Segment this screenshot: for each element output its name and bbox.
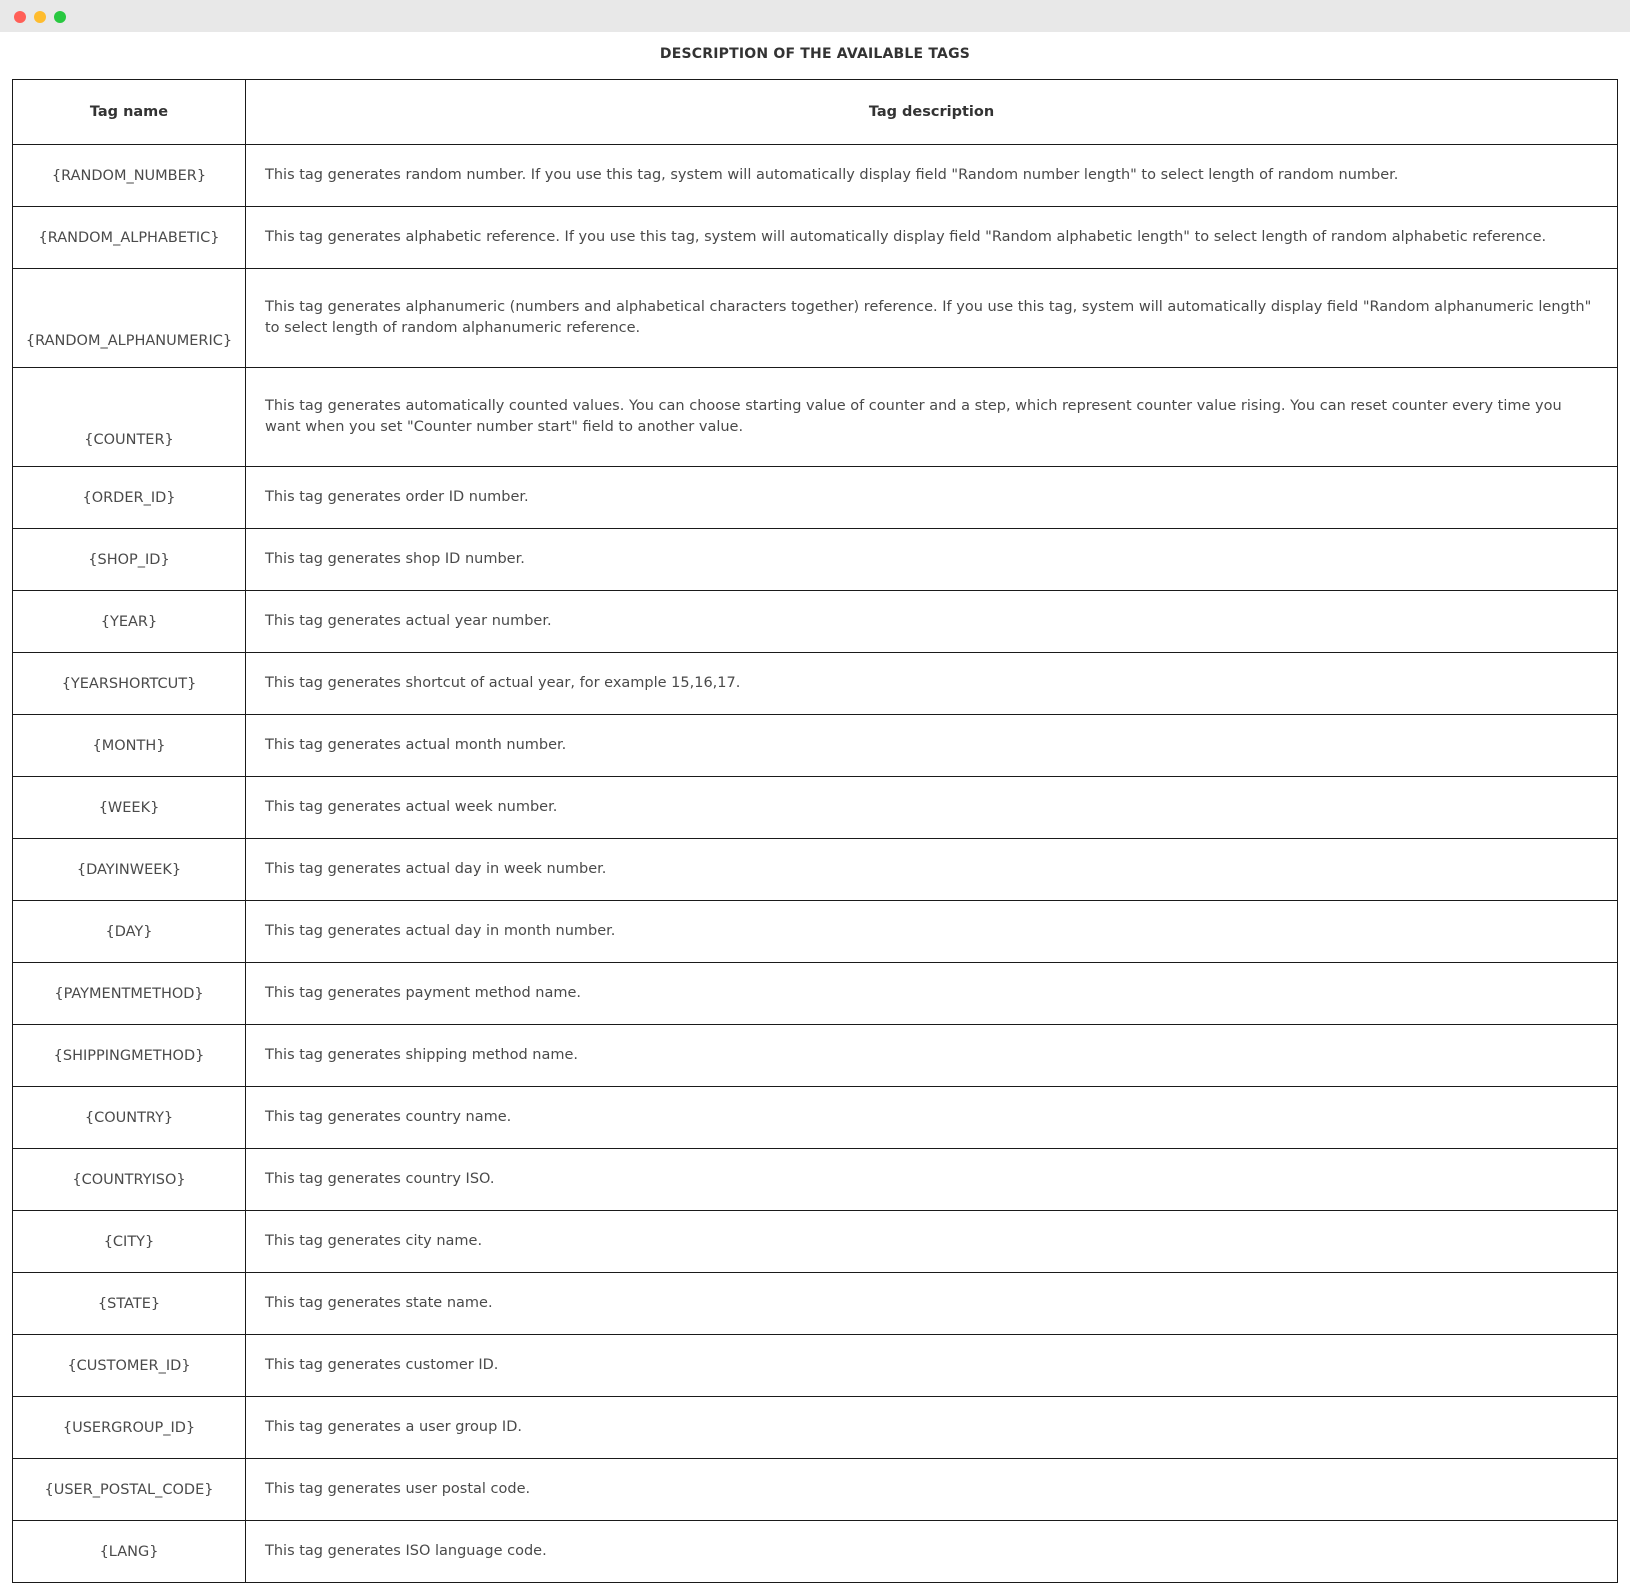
close-window-button[interactable] — [14, 11, 26, 23]
tags-table — [12, 79, 1618, 1583]
column-header-tag-name: Tag name — [13, 80, 246, 145]
page-title: DESCRIPTION OF THE AVAILABLE TAGS — [659, 46, 971, 62]
window-titlebar — [0, 0, 1630, 32]
tag-description-cell: This tag generates alphanumeric (numbers and alphabetical characters together) reference. If you use this tag, system will automatically display field "Random alphanumeric length" to select length of random alphanumeric reference. — [246, 269, 1618, 368]
tag-name-cell: {COUNTRYISO} — [13, 1149, 246, 1211]
table-row — [13, 368, 1618, 467]
table-row — [13, 1397, 1618, 1459]
tag-name-cell: {CUSTOMER_ID} — [13, 1335, 246, 1397]
tag-description-cell: This tag generates actual year number. — [246, 591, 1618, 653]
table-row — [13, 1335, 1618, 1397]
table-row — [13, 1459, 1618, 1521]
table-row — [13, 269, 1618, 368]
tag-name-cell: {USERGROUP_ID} — [13, 1397, 246, 1459]
table-row — [13, 715, 1618, 777]
tag-description-cell: This tag generates country ISO. — [246, 1149, 1618, 1211]
tag-name-cell: {YEARSHORTCUT} — [13, 653, 246, 715]
table-row — [13, 777, 1618, 839]
tag-name-cell: {SHOP_ID} — [13, 529, 246, 591]
tag-description-cell: This tag generates actual day in month number. — [246, 901, 1618, 963]
column-header-tag-description: Tag description — [246, 80, 1618, 145]
table-row — [13, 653, 1618, 715]
table-row — [13, 1149, 1618, 1211]
tag-name-cell: {CITY} — [13, 1211, 246, 1273]
tag-description-cell: This tag generates shortcut of actual year, for example 15,16,17. — [246, 653, 1618, 715]
table-row — [13, 1211, 1618, 1273]
table-row — [13, 207, 1618, 269]
table-row — [13, 1087, 1618, 1149]
tag-name-cell: {COUNTER} — [13, 368, 246, 467]
table-row — [13, 529, 1618, 591]
tag-name-cell: {COUNTRY} — [13, 1087, 246, 1149]
tag-description-cell: This tag generates random number. If you use this tag, system will automatically display field "Random number length" to select length of random number. — [246, 145, 1618, 207]
table-header-row — [13, 80, 1618, 145]
tag-description-cell: This tag generates ISO language code. — [246, 1521, 1618, 1583]
tag-description-cell: This tag generates actual month number. — [246, 715, 1618, 777]
tag-name-cell: {DAY} — [13, 901, 246, 963]
tag-description-cell: This tag generates actual day in week number. — [246, 839, 1618, 901]
table-row — [13, 467, 1618, 529]
tag-name-cell: {PAYMENTMETHOD} — [13, 963, 246, 1025]
tag-name-cell: {ORDER_ID} — [13, 467, 246, 529]
tag-description-cell: This tag generates shipping method name. — [246, 1025, 1618, 1087]
minimize-window-button[interactable] — [34, 11, 46, 23]
tag-name-cell: {MONTH} — [13, 715, 246, 777]
tag-description-cell: This tag generates actual week number. — [246, 777, 1618, 839]
table-body — [13, 145, 1618, 1583]
tag-name-cell: {USER_POSTAL_CODE} — [13, 1459, 246, 1521]
table-row — [13, 901, 1618, 963]
tag-description-cell: This tag generates city name. — [246, 1211, 1618, 1273]
table-row — [13, 145, 1618, 207]
tag-name-cell: {SHIPPINGMETHOD} — [13, 1025, 246, 1087]
tag-description-cell: This tag generates user postal code. — [246, 1459, 1618, 1521]
tag-name-cell: {RANDOM_ALPHABETIC} — [13, 207, 246, 269]
table-row — [13, 963, 1618, 1025]
table-row — [13, 1521, 1618, 1583]
tag-name-cell: {WEEK} — [13, 777, 246, 839]
tag-description-cell: This tag generates payment method name. — [246, 963, 1618, 1025]
tag-name-cell: {STATE} — [13, 1273, 246, 1335]
table-row — [13, 1273, 1618, 1335]
tag-description-cell: This tag generates automatically counted values. You can choose starting value of counter and a step, which represent counter value rising. You can reset counter every time you want when you set "Counter number start" field to another value. — [246, 368, 1618, 467]
table-row — [13, 1025, 1618, 1087]
tag-name-cell: {DAYINWEEK} — [13, 839, 246, 901]
table-row — [13, 591, 1618, 653]
tag-name-cell: {RANDOM_NUMBER} — [13, 145, 246, 207]
tag-name-cell: {LANG} — [13, 1521, 246, 1583]
tag-description-cell: This tag generates order ID number. — [246, 467, 1618, 529]
tag-name-cell: {YEAR} — [13, 591, 246, 653]
tag-description-cell: This tag generates alphabetic reference. If you use this tag, system will automatically display field "Random alphabetic length" to select length of random alphabetic reference. — [246, 207, 1618, 269]
table-row — [13, 839, 1618, 901]
maximize-window-button[interactable] — [54, 11, 66, 23]
tag-description-cell: This tag generates a user group ID. — [246, 1397, 1618, 1459]
tag-description-cell: This tag generates country name. — [246, 1087, 1618, 1149]
tag-description-cell: This tag generates customer ID. — [246, 1335, 1618, 1397]
tag-description-cell: This tag generates state name. — [246, 1273, 1618, 1335]
tag-description-cell: This tag generates shop ID number. — [246, 529, 1618, 591]
tag-name-cell: {RANDOM_ALPHANUMERIC} — [13, 269, 246, 368]
